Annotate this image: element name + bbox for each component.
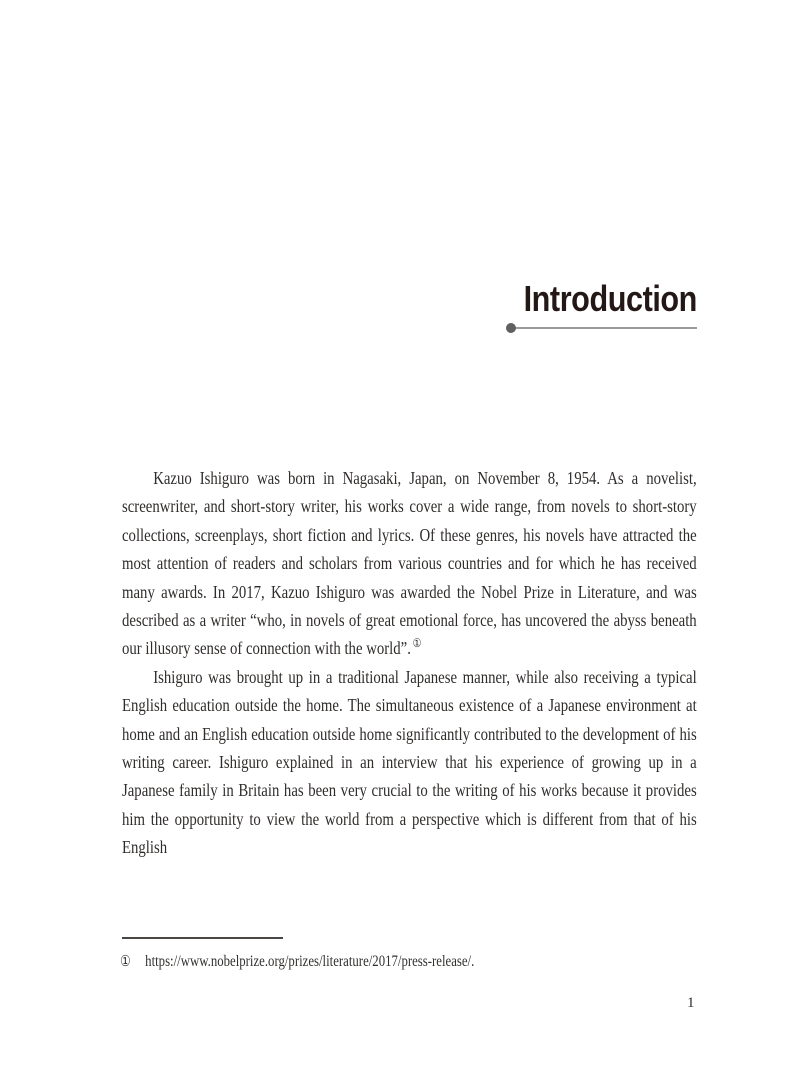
- footnote-reference: ①: [412, 636, 422, 651]
- title-underline-dot: [506, 323, 516, 333]
- footnote-divider: [122, 937, 283, 939]
- paragraph-1: [122, 464, 697, 663]
- footnote: [120, 951, 648, 973]
- title-underline: [510, 327, 697, 329]
- paragraph-2-text: Ishiguro was brought up in a traditional Japanese manner, while also receiving a typical English education outside the home. The simultaneous existence of a Japanese environment at home and an English education outside home significantly contributed to the development of his writing career. Ishiguro explained in an interview that his experience of growing up in a Japanese family in Britain has been very crucial to the writing of his works because it provides him the opportunity to view the world from a perspective which is different from that of his English: [122, 666, 697, 858]
- body-text: [122, 464, 697, 862]
- chapter-title: Introduction: [523, 278, 697, 319]
- paragraph-2: [122, 663, 697, 862]
- footnote-url: https://www.nobelprize.org/prizes/literature/2017/press-release/.: [145, 953, 475, 970]
- paragraph-1-text: Kazuo Ishiguro was born in Nagasaki, Japan, on November 8, 1954. As a novelist, screenwriter, and short-story writer, his works cover a wide range, from novels to short-story collections, screenplays, short fiction and lyrics. Of these genres, his novels have attracted the most attention of readers and scholars from various countries and for which he has received many awards. In 2017, Kazuo Ishiguro was awarded the Nobel Prize in Literature, and was described as a writer “who, in novels of great emotional force, has uncovered the abyss beneath our illusory sense of connection with the world”.: [122, 468, 697, 659]
- page-number: 1: [687, 995, 695, 1011]
- footnote-marker: ①: [120, 954, 131, 970]
